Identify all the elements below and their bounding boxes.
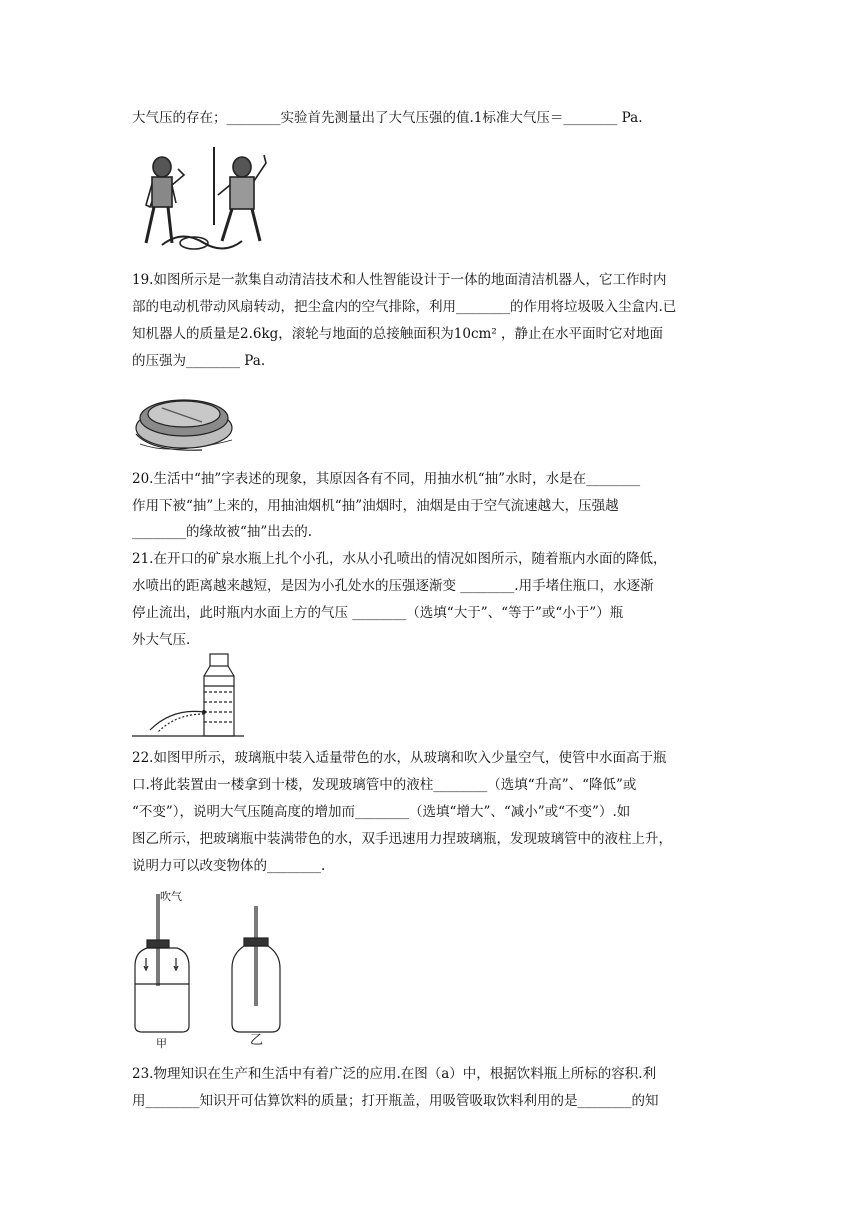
robot-vacuum-figure	[132, 384, 242, 456]
text-line-3: 部的电动机带动风扇转动，把尘盒内的空气排除，利用________的作用将垃圾吸入尘盒内.已	[132, 299, 677, 315]
text-line-15: “不变”），说明大气压随高度的增加而________（选填“增大”、“减小”或“不变”）.如	[132, 804, 631, 820]
text-line-9: 21.在开口的矿泉水瓶上扎个小孔，水从小孔喷出的情况如图所示，随着瓶内水面的降低，	[132, 551, 667, 567]
text-line-4: 知机器人的质量是2.6kg，滚轮与地面的总接触面积为10cm² ，静止在水平面时它对地面	[132, 326, 664, 342]
magdeburg-figure	[132, 145, 277, 255]
jia-label: 甲	[156, 1037, 167, 1050]
text-line-19: 用________知识开可估算饮料的质量；打开瓶盖，用吸管吸取饮料利用的是________的知	[132, 1093, 659, 1109]
text-line-11: 停止流出，此时瓶内水面上方的气压 ________（选填“大于”、“等于”或“小于”）瓶	[132, 605, 624, 621]
text-line-5: 的压强为________ Pa.	[132, 353, 266, 369]
text-line-17: 说明力可以改变物体的________.	[132, 858, 326, 874]
text-line-13: 22.如图甲所示，玻璃瓶中装入适量带色的水，从玻璃和吹入少量空气，使管中水面高于瓶	[132, 750, 667, 766]
bottles-jia-yi-figure	[132, 886, 292, 1051]
bottle-hole-figure	[132, 652, 247, 740]
text-line-6: 20.生活中“抽”字表述的现象，其原因各有不同，用抽水机“抽”水时，水是在________	[132, 471, 641, 487]
yi-label: 乙	[250, 1033, 264, 1048]
text-line-2: 19.如图所示是一款集自动清洁技术和人性智能设计于一体的地面清洁机器人，它工作时内	[132, 272, 667, 288]
text-line-8: ________的缘故被“抽”出去的.	[132, 524, 313, 540]
text-line-14: 口.将此装置由一楼拿到十楼，发现玻璃管中的液柱________（选填“升高”、“降低”或	[132, 777, 637, 793]
text-line-7: 作用下被“抽”上来的，用抽油烟机“抽”油烟时，油烟是由于空气流速越大，压强越	[132, 498, 619, 514]
text-line-10: 水喷出的距离越来越短，是因为小孔处水的压强逐渐变 ________.用手堵住瓶口，水逐渐	[132, 578, 654, 594]
text-line-1: 大气压的存在；________实验首先测量出了大气压强的值.1标准大气压＝________ Pa.	[132, 110, 643, 126]
text-line-12: 外大气压.	[132, 632, 191, 648]
text-line-16: 图乙所示，把玻璃瓶中装满带色的水，双手迅速用力捏玻璃瓶，发现玻璃管中的液柱上升，	[132, 831, 672, 847]
text-line-18: 23.物理知识在生产和生活中有着广泛的应用.在图（a）中，根据饮料瓶上所标的容积.利	[132, 1066, 657, 1082]
blow-label: 吹气	[160, 890, 182, 903]
